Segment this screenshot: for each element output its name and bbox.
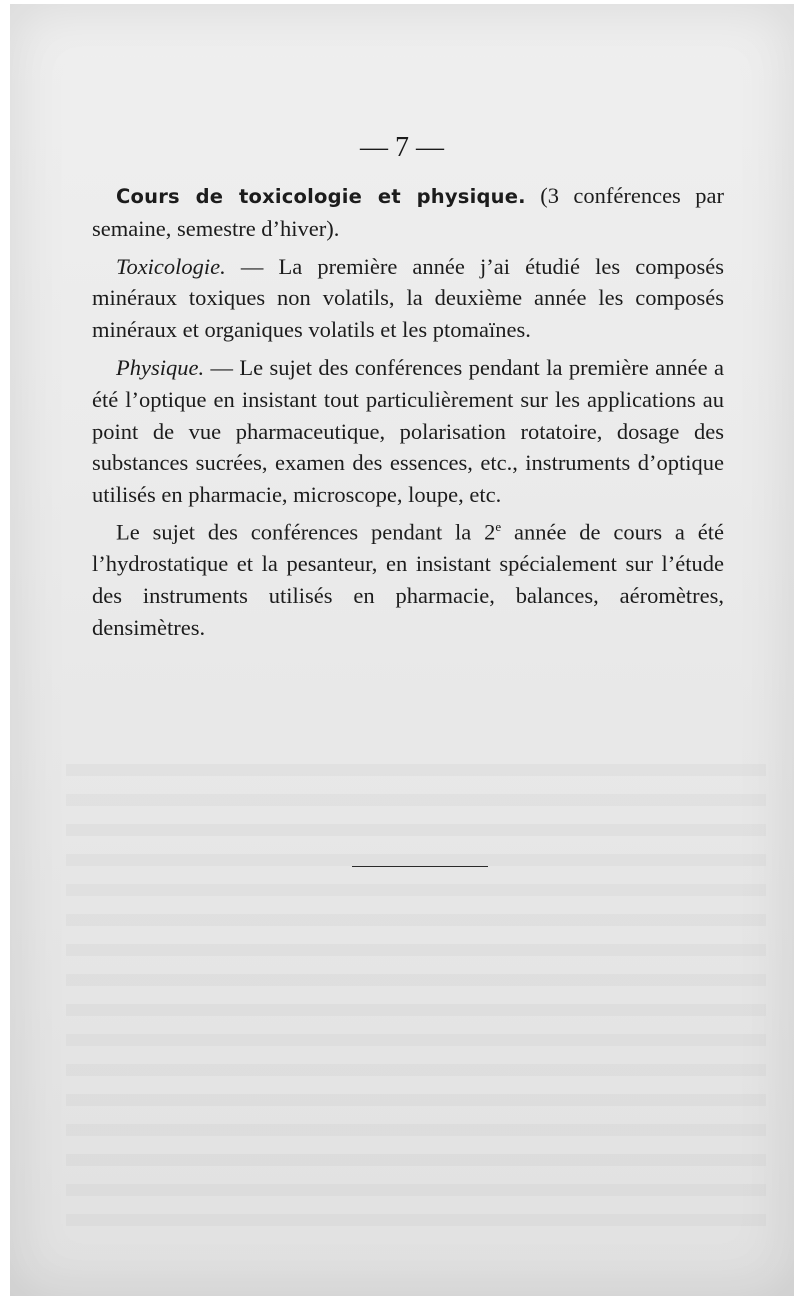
second-year-text-after: année de cours a été l’hydrostatique et la pesanteur, en insistant spécialement sur l’étude des instruments utilisés en pharmacie, balances, aéromètres, densimètres.: [92, 519, 724, 640]
bleed-through-shadow: [66, 746, 766, 1226]
toxicologie-paragraph: [92, 251, 724, 346]
physique-paragraph: [92, 352, 724, 511]
section-heading-rest: (3 conférences par semaine, semestre d’hiver).: [92, 183, 724, 241]
second-year-paragraph: [92, 511, 724, 644]
second-year-text-before: Le sujet des conférences pendant la 2: [116, 519, 496, 545]
ordinal-superscript: e: [495, 518, 502, 534]
body-text: [92, 180, 724, 644]
toxicologie-text: — La première année j’ai étudié les composés minéraux toxiques non volatils, la deuxième année les composés minéraux et organiques volatils et les ptomaïnes.: [92, 253, 724, 343]
page-number: — 7 —: [360, 132, 444, 163]
book-page: [10, 4, 794, 1296]
section-divider: [352, 866, 488, 867]
toxicologie-lead: Toxicologie.: [116, 253, 226, 279]
physique-lead: Physique.: [116, 354, 205, 380]
section-paragraph: [92, 180, 724, 245]
physique-text: — Le sujet des conférences pendant la première année a été l’optique en insistant tout particulièrement sur les applications au point de vue pharmaceutique, polarisation rotatoire, dosage des substances sucrées, examen des essences, etc., instruments d’optique utilisés en pharmacie, microscope, loupe, etc.: [92, 354, 724, 508]
section-heading: Cours de toxicologie et physique.: [116, 185, 526, 208]
